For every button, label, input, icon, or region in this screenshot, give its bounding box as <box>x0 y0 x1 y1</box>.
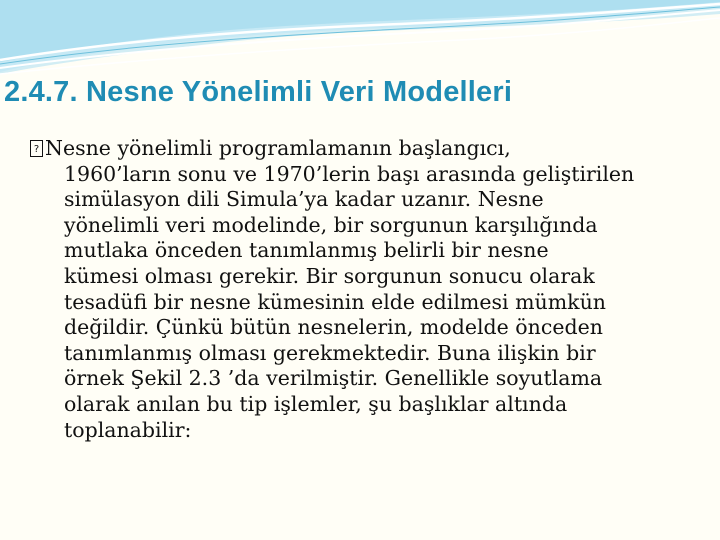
bullet-paragraph <box>30 136 710 443</box>
decorative-wave-banner <box>0 0 720 78</box>
text-line-10: örnek Şekil 2.3 ’da verilmiştir. Genellikle soyutlama <box>64 366 603 391</box>
text-line-7: tesadüfi bir nesne kümesinin elde edilmesi mümkün <box>64 289 606 314</box>
replacement-glyph-icon <box>30 140 43 157</box>
text-line-3: simülasyon dili Simula’ya kadar uzanır. Nesne <box>64 187 544 212</box>
text-line-1-content: Nesne yönelimli programlamanın başlangıcı, <box>45 136 511 160</box>
slide-title: 2.4.7. Nesne Yönelimli Veri Modelleri <box>4 76 513 108</box>
text-line-6: kümesi olması gerekir. Bir sorgunun sonucu olarak <box>64 263 595 288</box>
text-line-4: yönelimli veri modelinde, bir sorgunun karşılığında <box>64 212 598 237</box>
text-line-9: tanımlanmış olması gerekmektedir. Buna ilişkin bir <box>64 340 596 365</box>
text-line-2: 1960’ların sonu ve 1970’lerin başı arasında geliştirilen <box>64 161 635 186</box>
text-line-1 <box>30 136 710 162</box>
text-line-11: olarak anılan bu tip işlemler, şu başlıklar altında <box>64 391 568 416</box>
text-line-12: toplanabilir: <box>64 417 192 442</box>
text-line-5: mutlaka önceden tanımlanmış belirli bir nesne <box>64 238 549 263</box>
svg-text:?: ? <box>33 144 40 155</box>
text-line-8: değildir. Çünkü bütün nesnelerin, modelde önceden <box>64 315 603 340</box>
